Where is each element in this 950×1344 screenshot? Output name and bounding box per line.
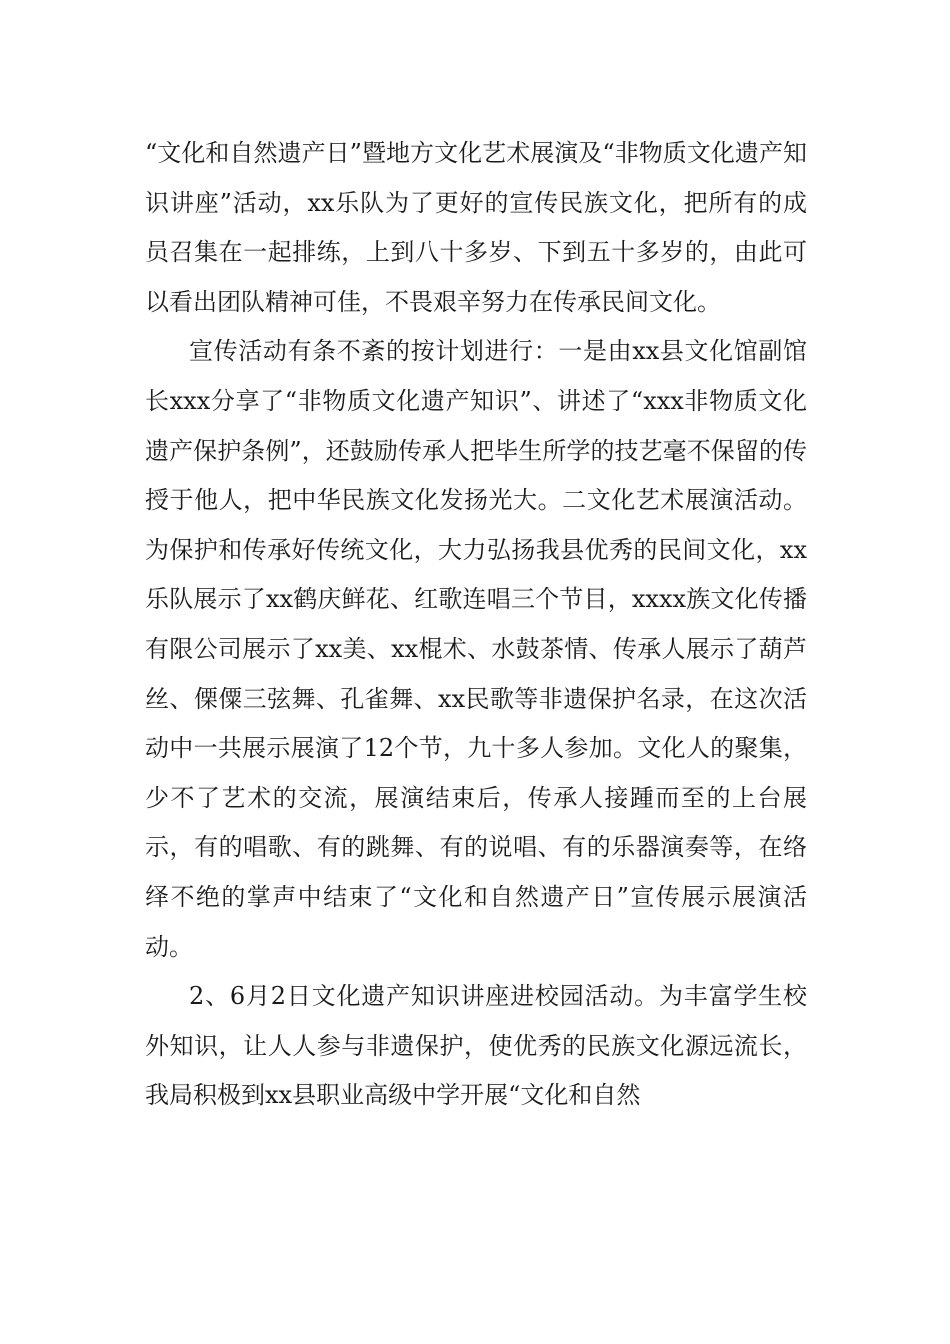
paragraph-2: 宣传活动有条不紊的按计划进行：一是由xx县文化馆副馆长xxx分享了“非物质文化遗产知识”、讲述了“xxx非物质文化遗产保护条例”，还鼓励传承人把毕生所学的技艺毫不保留的传授于他人，把中华民族文化发扬光大。二文化艺术展演活动。为保护和传承好传统文化，大力弘扬我县优秀的民间文化，xx乐队展示了xx鹤庆鲜花、红歌连唱三个节目，xxxx族文化传播有限公司展示了xx美、xx棍术、水鼓茶情、传承人展示了葫芦丝、傈僳三弦舞、孔雀舞、xx民歌等非遗保护名录，在这次活动中一共展示展演了12个节，九十多人参加。文化人的聚集，少不了艺术的交流，展演结束后，传承人接踵而至的上台展示，有的唱歌、有的跳舞、有的说唱、有的乐器演奏等，在络绎不绝的掌声中结束了“文化和自然遗产日”宣传展示展演活动。 <box>145 337 807 961</box>
paragraph-3: 2、6月2日文化遗产知识讲座进校园活动。为丰富学生校外知识，让人人参与非遗保护，使优秀的民族文化源远流长，我局积极到xx县职业高级中学开展“文化和自然 <box>145 982 807 1110</box>
paragraph-1: “文化和自然遗产日”暨地方文化艺术展演及“非物质文化遗产知识讲座”活动，xx乐队为了更好的宣传民族文化，把所有的成员召集在一起排练，上到八十多岁、下到五十多岁的，由此可以看出团队精神可佳，不畏艰辛努力在传承民间文化。 <box>145 139 807 316</box>
document-body <box>145 129 807 1121</box>
